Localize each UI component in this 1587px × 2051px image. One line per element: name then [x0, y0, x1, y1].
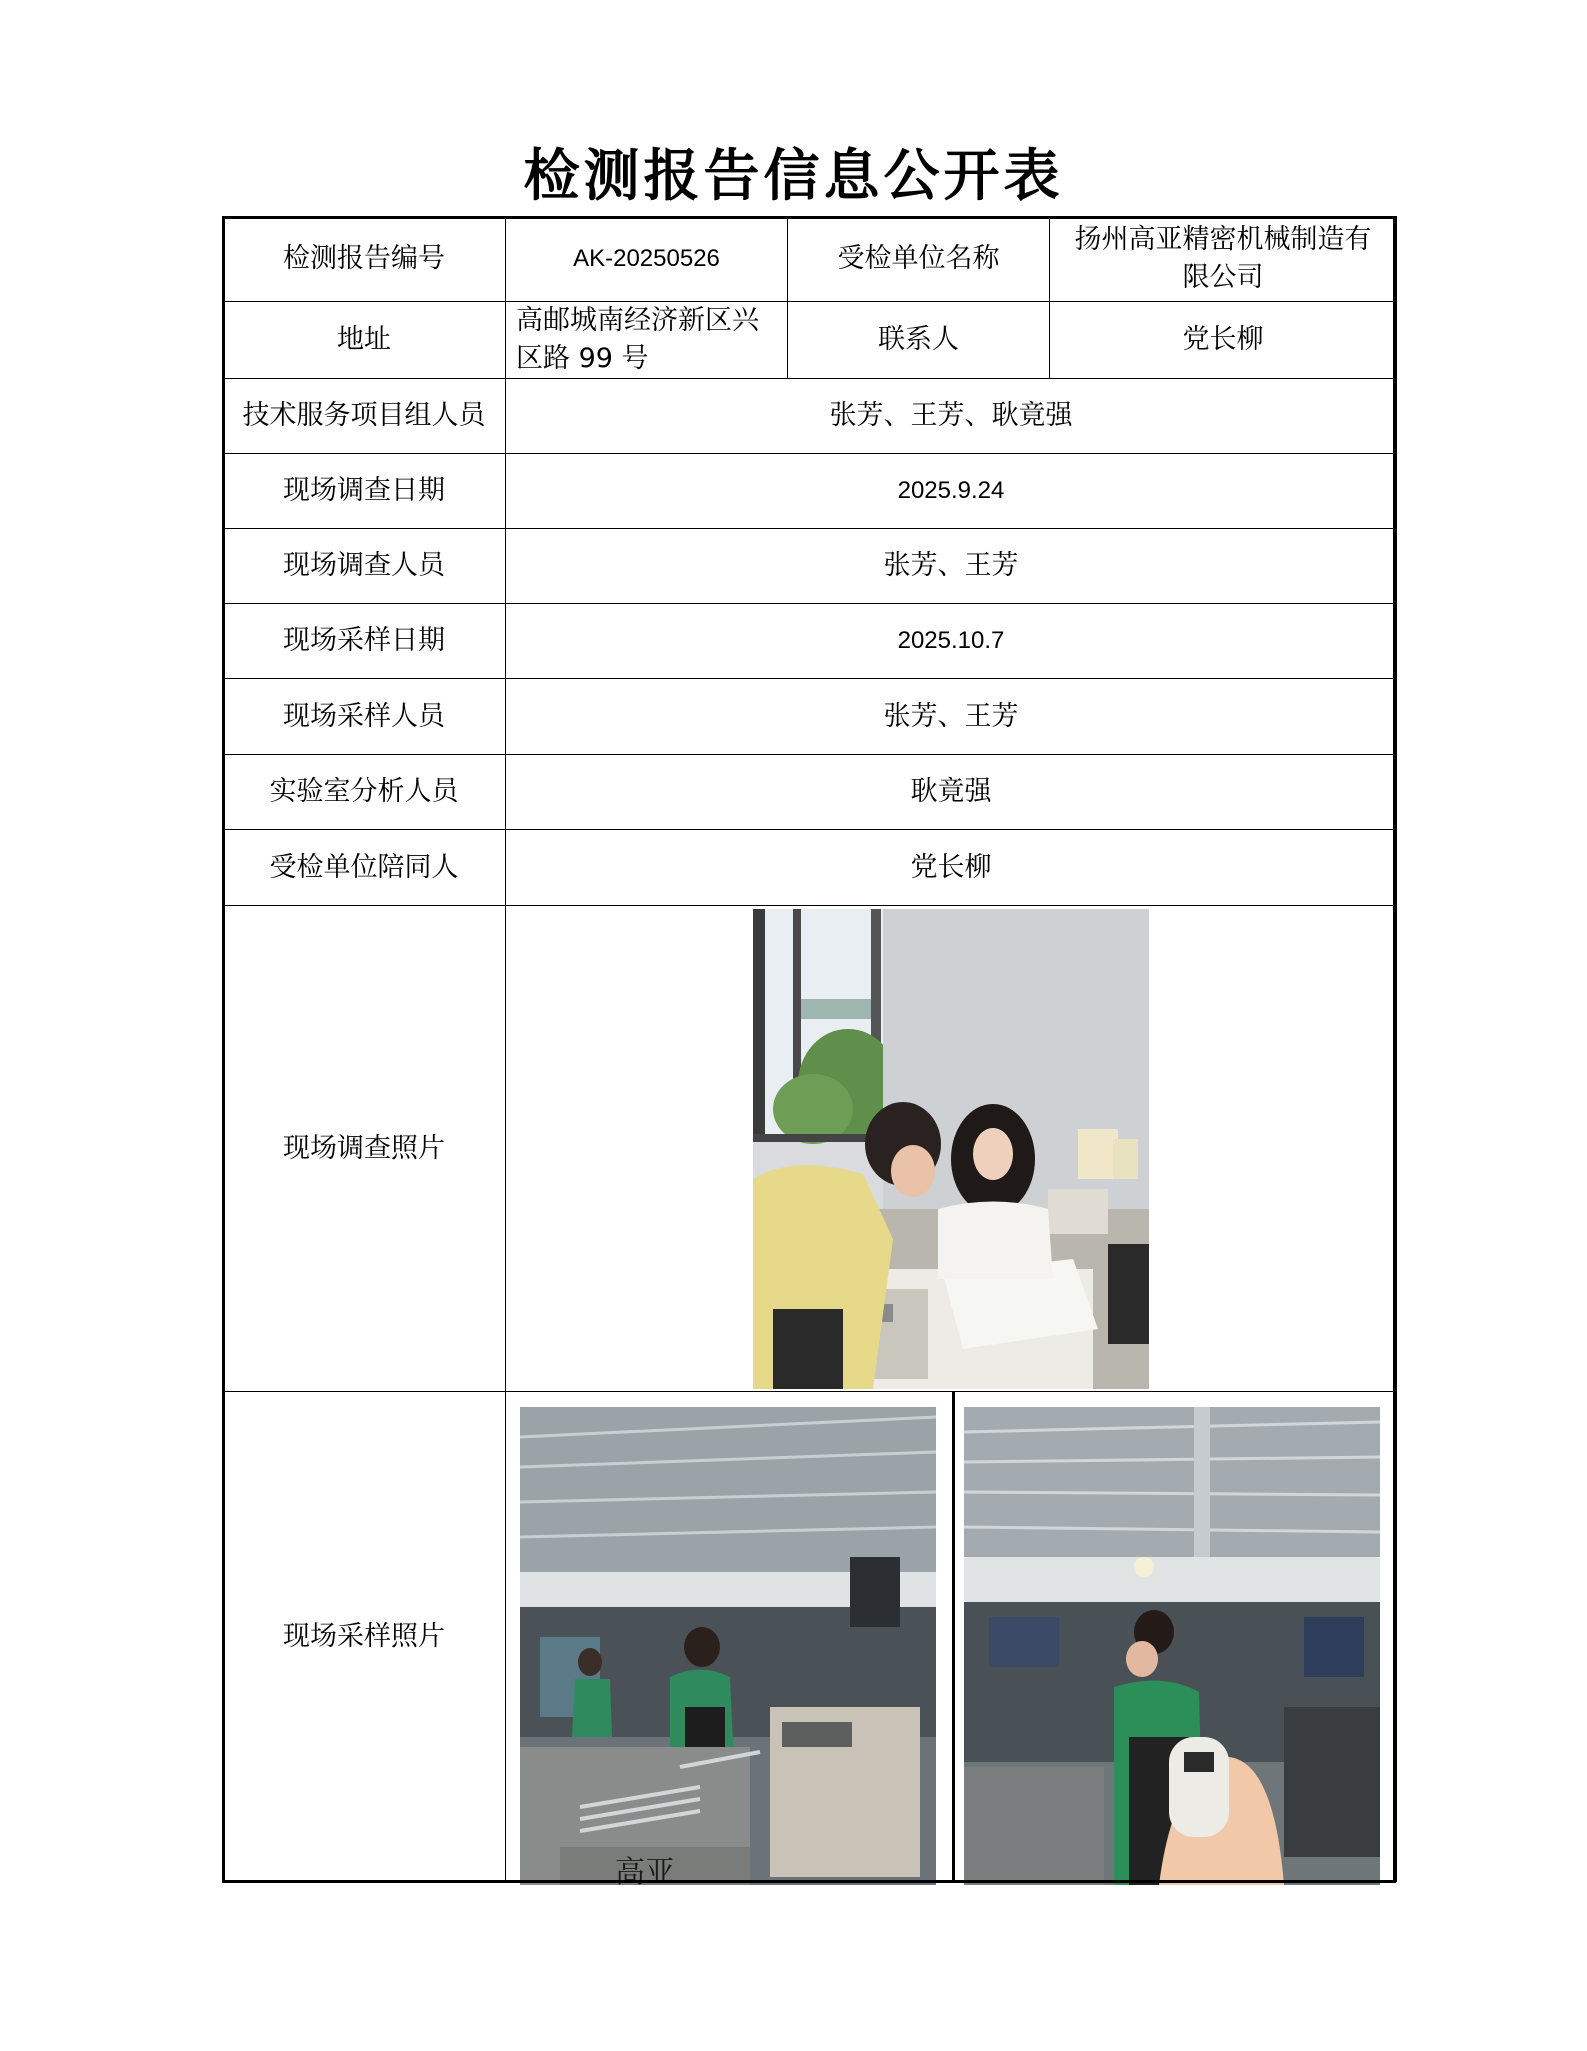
- address-value: 高邮城南经济新区兴区路 99 号: [506, 302, 788, 379]
- report-no-label: 检测报告编号: [223, 217, 506, 302]
- unit-name-label: 受检单位名称: [788, 217, 1050, 302]
- escort-value: 党长柳: [506, 830, 1397, 906]
- lab-staff-label: 实验室分析人员: [223, 755, 506, 830]
- escort-label: 受检单位陪同人: [223, 830, 506, 906]
- sampling-staff-label: 现场采样人员: [223, 679, 506, 755]
- team-label: 技术服务项目组人员: [223, 379, 506, 454]
- sampling-date-value: 2025.10.7: [506, 604, 1397, 679]
- survey-staff-label: 现场调查人员: [223, 529, 506, 604]
- contact-value: 党长柳: [1050, 302, 1397, 379]
- survey-date-value: 2025.9.24: [506, 454, 1397, 529]
- survey-photo-label: 现场调查照片: [223, 906, 506, 1392]
- survey-date-label: 现场调查日期: [223, 454, 506, 529]
- survey-staff-value: 张芳、王芳: [506, 529, 1397, 604]
- address-label: 地址: [223, 302, 506, 379]
- crate-mark-1: 高亚: [615, 1854, 675, 1885]
- sampling-date-label: 现场采样日期: [223, 604, 506, 679]
- table-outer-border: [222, 216, 1396, 1883]
- lab-staff-value: 耿竟强: [506, 755, 1397, 830]
- team-value: 张芳、王芳、耿竟强: [506, 379, 1397, 454]
- report-no-value: AK-20250526: [506, 217, 788, 302]
- sampling-photo-label: 现场采样照片: [223, 1392, 506, 1882]
- unit-name-value: 扬州高亚精密机械制造有限公司: [1050, 217, 1397, 302]
- contact-label: 联系人: [788, 302, 1050, 379]
- page-title: 检测报告信息公开表: [523, 143, 1064, 209]
- sampling-staff-value: 张芳、王芳: [506, 679, 1397, 755]
